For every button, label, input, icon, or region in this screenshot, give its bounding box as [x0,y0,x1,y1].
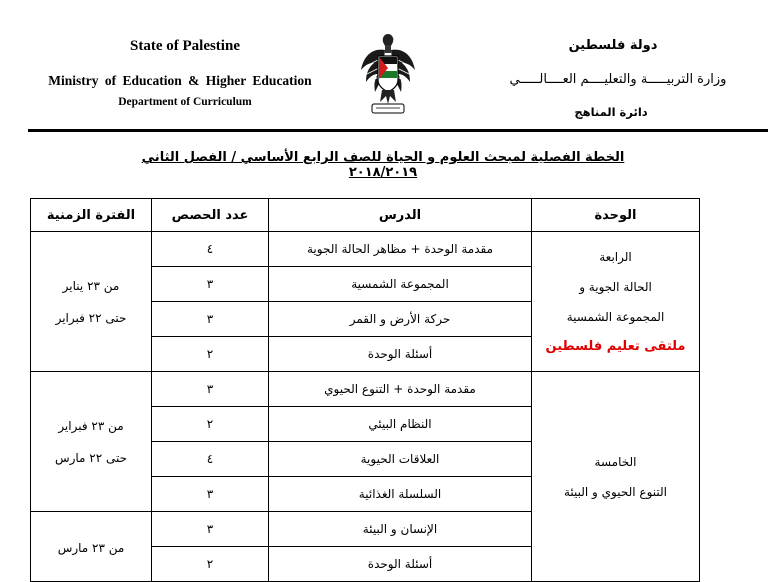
period-from: من ٢٣ يناير [62,278,120,293]
count-cell: ٣ [152,267,269,302]
header-lesson: الدرس [269,199,532,232]
header-count: عدد الحصص [152,199,269,232]
header-divider [28,129,768,132]
table-row [31,232,700,267]
unit-cell-fourth [532,232,700,372]
period-from: من ٢٣ فبراير [58,418,124,433]
count-cell: ٣ [152,302,269,337]
period-from: من ٢٣ مارس [57,541,125,555]
header-unit: الوحدة [532,199,700,232]
unit-title-line: التنوع الحيوي و البيئة [563,484,668,499]
english-department-name: Department of Curriculum [118,96,252,108]
lesson-cell: حركة الأرض و القمر [269,302,532,337]
lesson-cell: الإنسان و البيئة [269,512,532,547]
unit-name: الرابعة [599,249,632,264]
period-cell [31,232,152,372]
period-cell [31,512,152,582]
palestine-eagle-emblem-icon [358,30,418,122]
table-header-row [31,199,700,232]
semester-plan-table [30,198,700,582]
english-ministry-name: Ministry of Education & Higher Education [48,73,312,88]
english-state-title: State of Palestine [130,38,240,54]
table-row [31,372,700,407]
lesson-cell: مقدمة الوحدة + التنوع الحيوي [269,372,532,407]
period-to: حتى ٢٢ فبراير [55,310,127,325]
count-cell: ٣ [152,372,269,407]
count-cell: ٢ [152,337,269,372]
unit-cell-fifth [532,372,700,582]
arabic-state-title: دولة فلسطين [568,38,658,53]
unit-title-line: المجموعة الشمسية [566,309,665,324]
lesson-cell: أسئلة الوحدة [269,337,532,372]
lesson-cell: النظام البيئي [269,407,532,442]
arabic-department-name: دائرة المناهج [574,105,648,119]
count-cell: ٣ [152,512,269,547]
lesson-cell: العلاقات الحيوية [269,442,532,477]
lesson-cell: مقدمة الوحدة + مظاهر الحالة الجوية [269,232,532,267]
count-cell: ٤ [152,232,269,267]
lesson-cell: أسئلة الوحدة [269,547,532,582]
unit-name: الخامسة [594,454,637,469]
unit-title-line: الحالة الجوية و [579,279,652,294]
count-cell: ٣ [152,477,269,512]
arabic-ministry-name: وزارة التربيـــــة والتعليــــم العــــالـــــي [509,72,727,87]
period-to: حتى ٢٢ مارس [54,450,128,465]
count-cell: ٤ [152,442,269,477]
count-cell: ٢ [152,547,269,582]
count-cell: ٢ [152,407,269,442]
lesson-cell: السلسلة الغذائية [269,477,532,512]
header-period: الفترة الزمنية [31,199,152,232]
plan-title: الخطة الفصلية لمبحث العلوم و الحياة للصف الرابع الأساسي / الفصل الثاني ٢٠١٨/٢٠١٩ [141,150,625,180]
document-header [0,0,768,135]
lesson-cell: المجموعة الشمسية [269,267,532,302]
period-cell [31,372,152,512]
forum-watermark-text: ملتقى تعليم فلسطين [545,338,686,354]
